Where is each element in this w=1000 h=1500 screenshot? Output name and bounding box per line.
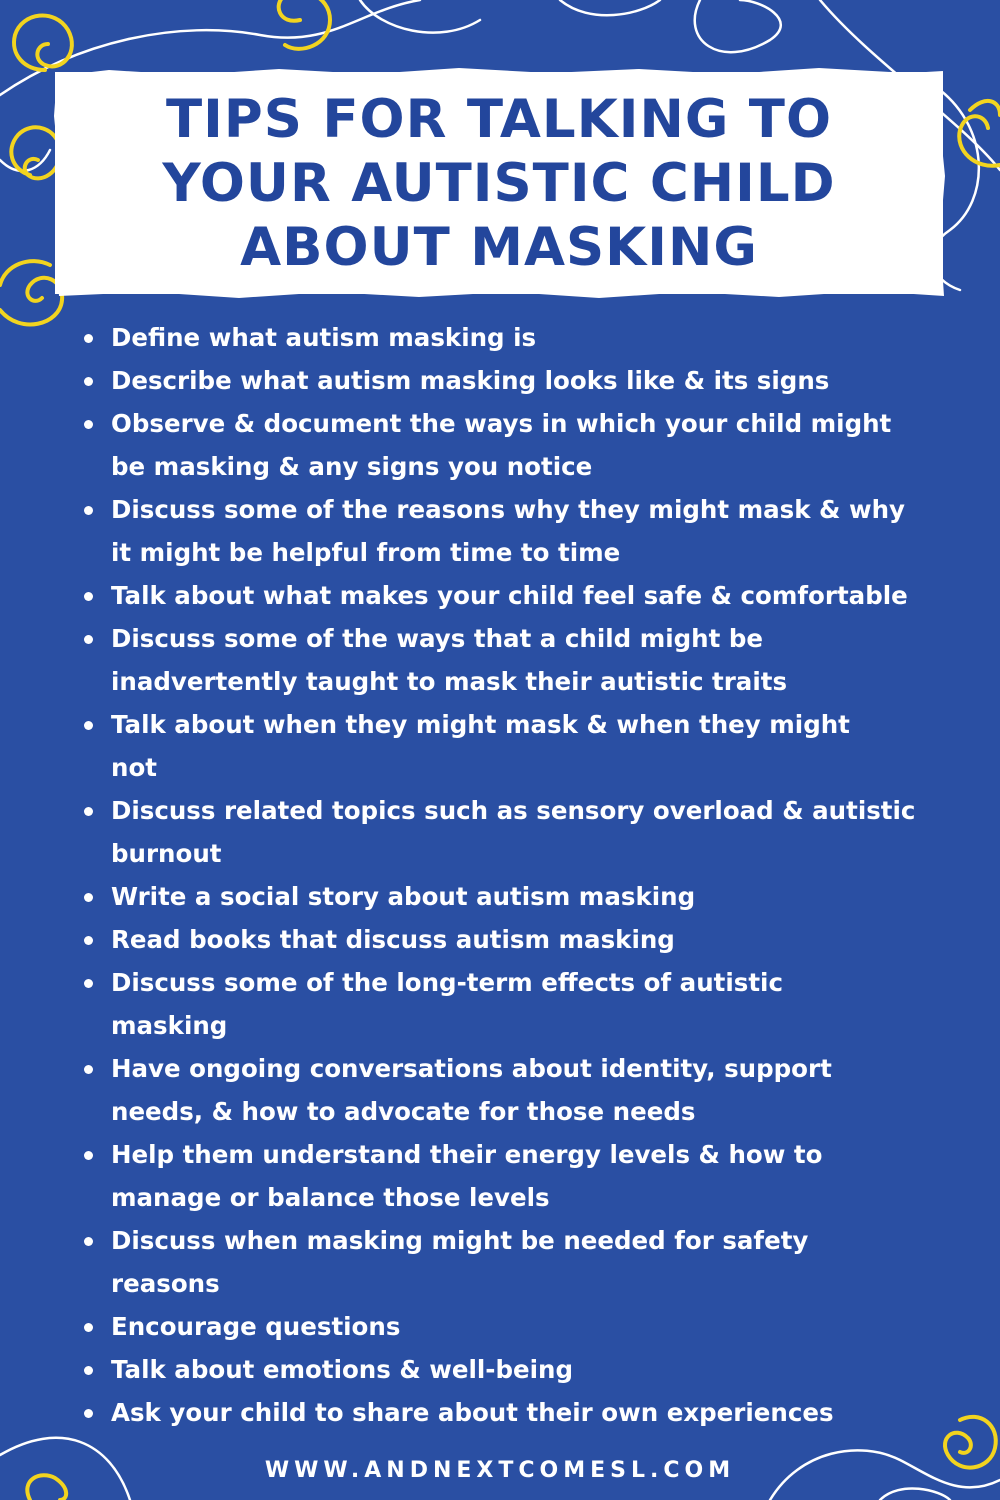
list-item	[84, 918, 964, 961]
list-item	[84, 574, 964, 617]
tip-text: needs, & how to advocate for those needs	[111, 1097, 696, 1126]
bullet-icon	[84, 635, 93, 644]
bullet-icon	[84, 979, 93, 988]
tip-text: Discuss some of the ways that a child might be	[111, 624, 764, 653]
list-item	[84, 488, 964, 574]
list-item	[84, 617, 964, 703]
list-item	[84, 402, 964, 488]
bullet-icon	[84, 721, 93, 730]
tip-text: manage or balance those levels	[111, 1183, 550, 1212]
bullet-icon	[84, 506, 93, 515]
bullet-icon	[84, 936, 93, 945]
bullet-icon	[84, 420, 93, 429]
bullet-icon	[84, 1151, 93, 1160]
tip-text: Encourage questions	[111, 1312, 401, 1341]
title-card	[55, 72, 943, 294]
title-line: TIPS FOR TALKING TO	[166, 89, 832, 150]
bullet-icon	[84, 1366, 93, 1375]
list-item	[84, 1047, 964, 1133]
list-item	[84, 1391, 964, 1434]
tip-text: Talk about what makes your child feel safe & comfortable	[111, 581, 908, 610]
bullet-icon	[84, 1323, 93, 1332]
tip-text: Write a social story about autism masking	[111, 882, 696, 911]
tips-list	[84, 316, 964, 1434]
list-item	[84, 961, 964, 1047]
tip-text: be masking & any signs you notice	[111, 452, 593, 481]
bullet-icon	[84, 1065, 93, 1074]
list-item	[84, 789, 964, 875]
tip-text: Discuss when masking might be needed for safety	[111, 1226, 809, 1255]
tip-text: Discuss related topics such as sensory overload & autistic	[111, 796, 916, 825]
list-item	[84, 316, 964, 359]
list-item	[84, 1133, 964, 1219]
list-item	[84, 1219, 964, 1305]
tip-text: masking	[111, 1011, 228, 1040]
bullet-icon	[84, 334, 93, 343]
bullet-icon	[84, 592, 93, 601]
tip-text: reasons	[111, 1269, 220, 1298]
bullet-icon	[84, 807, 93, 816]
website-footer: WWW.ANDNEXTCOMESL.COM	[264, 1458, 736, 1483]
title-line: ABOUT MASKING	[240, 217, 758, 278]
tip-text: not	[111, 753, 157, 782]
tip-text: Ask your child to share about their own experiences	[111, 1398, 834, 1427]
tip-text: Discuss some of the reasons why they might mask & why	[111, 495, 905, 524]
tip-text: inadvertently taught to mask their autistic traits	[111, 667, 788, 696]
list-item	[84, 1305, 964, 1348]
list-item	[84, 359, 964, 402]
tip-text: Have ongoing conversations about identity, support	[111, 1054, 832, 1083]
title-line: YOUR AUTISTIC CHILD	[162, 153, 836, 214]
tip-text: Read books that discuss autism masking	[111, 925, 675, 954]
page-title	[55, 88, 943, 280]
bullet-icon	[84, 1409, 93, 1418]
tip-text: burnout	[111, 839, 222, 868]
tip-text: Talk about emotions & well-being	[111, 1355, 574, 1384]
list-item	[84, 1348, 964, 1391]
bullet-icon	[84, 893, 93, 902]
tip-text: Help them understand their energy levels & how to	[111, 1140, 823, 1169]
tip-text: Describe what autism masking looks like & its signs	[111, 366, 830, 395]
tip-text: Observe & document the ways in which your child might	[111, 409, 892, 438]
bullet-icon	[84, 377, 93, 386]
bullet-icon	[84, 1237, 93, 1246]
tip-text: Define what autism masking is	[111, 323, 537, 352]
list-item	[84, 875, 964, 918]
tip-text: Discuss some of the long-term effects of autistic	[111, 968, 783, 997]
list-item	[84, 703, 964, 789]
tip-text: it might be helpful from time to time	[111, 538, 621, 567]
tip-text: Talk about when they might mask & when they might	[111, 710, 850, 739]
